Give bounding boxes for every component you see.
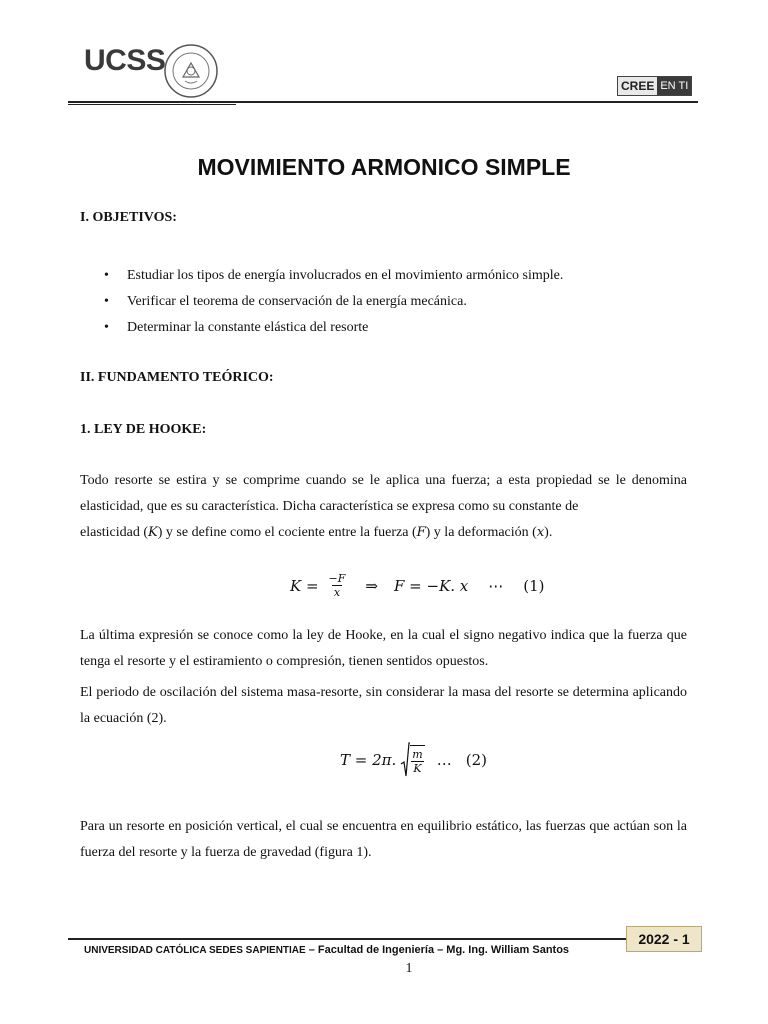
- text-span: ).: [544, 525, 553, 540]
- equation-hooke: [290, 572, 545, 599]
- hooke-explanation-paragraph: La última expresión se conoce como la ley de Hooke, en la cual el signo negativo indica que la fuerza que tenga el resorte y el estiramiento o compresión, tienen sentidos opuestos.: [80, 628, 687, 669]
- list-item: • Verificar el teorema de conservación de la energía mecánica.: [104, 289, 563, 315]
- list-item: • Determinar la constante elástica del resorte: [104, 315, 563, 341]
- page-number: 1: [405, 961, 413, 976]
- objectives-heading: I. OBJETIVOS:: [80, 210, 177, 225]
- footer-faculty: – Facultad de Ingeniería – Mg. Ing. William Santos: [305, 944, 570, 956]
- university-seal-icon: [163, 43, 219, 99]
- list-item: • Estudiar los tipos de energía involucrados en el movimiento armónico simple.: [104, 263, 563, 289]
- footer-university: UNIVERSIDAD CATÓLICA SEDES SAPIENTIAE: [84, 945, 306, 956]
- var-f: F: [416, 525, 426, 540]
- hooke-paragraph: [80, 468, 687, 546]
- header-divider-accent: [68, 104, 236, 105]
- text-span: ) y la deformación (: [425, 525, 537, 540]
- eq2-numerator: m: [412, 748, 423, 761]
- badge-en-ti-text: EN TI: [657, 77, 691, 95]
- eq2-dots: …: [436, 751, 452, 769]
- text-span: elasticidad (: [80, 525, 149, 540]
- hooke-paragraph-text: Todo resorte se estira y se comprime cuando se le aplica una fuerza; a esta propiedad se le denomina elasticidad, que es su característica. Dicha característica se expresa como su constante de: [80, 473, 687, 514]
- eq1-fraction: [327, 572, 348, 599]
- badge-cree-text: CREE: [618, 77, 657, 95]
- eq1-lhs: K =: [290, 576, 319, 595]
- eq1-implies-arrow: ⇒: [365, 576, 378, 595]
- eq2-number: (2): [465, 751, 487, 769]
- var-k: K: [148, 525, 158, 540]
- vertical-spring-paragraph: Para un resorte en posición vertical, el cual se encuentra en equilibrio estático, las fuerzas que actúan son la fuerza del resorte y la fuerza de gravedad (figura 1).: [80, 819, 687, 860]
- eq1-number: (1): [523, 576, 545, 595]
- header-divider: [68, 101, 698, 103]
- var-x: x: [536, 525, 545, 540]
- document-title: MOVIMIENTO ARMONICO SIMPLE: [197, 154, 571, 180]
- eq1-denominator: x: [333, 586, 341, 599]
- eq2-denominator: K: [413, 762, 422, 775]
- eq2-fraction: [410, 745, 424, 775]
- eq1-numerator: −F: [328, 572, 346, 585]
- eq1-dots: ⋯: [488, 576, 504, 595]
- square-root-icon: [400, 742, 410, 778]
- text-span: ) y se define como el cociente entre la fuerza (: [157, 525, 417, 540]
- hooke-paragraph-last-line: [80, 520, 687, 546]
- theory-heading: II. FUNDAMENTO TEÓRICO:: [80, 370, 274, 385]
- objectives-list: [104, 263, 563, 341]
- footer-divider: [68, 938, 626, 940]
- ucss-logo-text: UCSS: [84, 44, 166, 77]
- eq2-lhs: T = 2π.: [340, 751, 397, 769]
- eq1-rhs: F = −K. x: [393, 576, 469, 595]
- period-paragraph: El periodo de oscilación del sistema masa-resorte, sin considerar la masa del resorte se determina aplicando la ecuación (2).: [80, 685, 687, 726]
- equation-period: [340, 742, 487, 778]
- footer-credits: [84, 944, 569, 956]
- hooke-law-heading: 1. LEY DE HOOKE:: [80, 422, 207, 437]
- cree-en-ti-badge: [617, 76, 692, 96]
- year-badge: 2022 - 1: [626, 926, 702, 952]
